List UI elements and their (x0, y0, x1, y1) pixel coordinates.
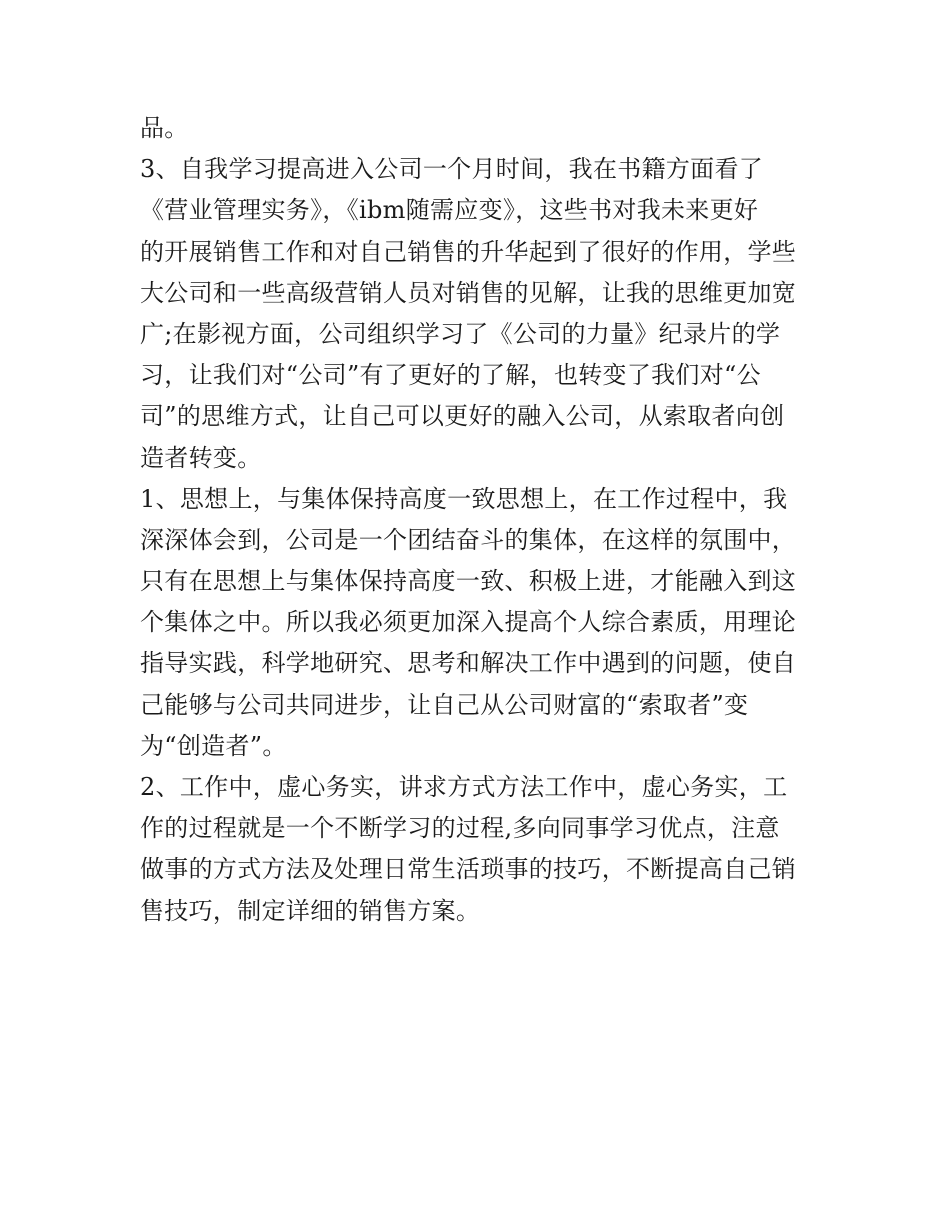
text-line: 为“创造者”。 (140, 731, 287, 760)
text-line: 己能够与公司共同进步，让自己从公司财富的“索取者”变 (140, 690, 749, 719)
text-line: 习，让我们对“公司”有了更好的了解，也转变了我们对“公 (140, 361, 761, 390)
text-line: 广;在影视方面，公司组织学习了《公司的力量》纪录片的学 (140, 319, 781, 348)
document-body (140, 108, 830, 932)
text-line: 深深体会到，公司是一个团结奋斗的集体，在这样的氛围中， (140, 525, 797, 554)
text-line: 1、思想上，与集体保持高度一致思想上，在工作过程中，我 (140, 484, 788, 513)
text-line: 司”的思维方式，让自己可以更好的融入公司，从索取者向创 (140, 402, 785, 431)
text-line: 大公司和一些高级营销人员对销售的见解，让我的思维更加宽 (140, 278, 797, 307)
text-line: 做事的方式方法及处理日常生活琐事的技巧，不断提高自己销 (140, 855, 797, 884)
text-line: 品。 (140, 114, 189, 142)
text-line: 作的过程就是一个不断学习的过程,多向同事学习优点，注意 (140, 814, 780, 843)
text-line: 造者转变。 (140, 443, 262, 472)
text-line: 2、工作中，虚心务实，讲求方式方法工作中，虚心务实，工 (140, 773, 788, 801)
text-line: 只有在思想上与集体保持高度一致、积极上进，才能融入到这 (140, 567, 797, 596)
text-line: 的开展销售工作和对自己销售的升华起到了很好的作用，学些 (140, 237, 797, 266)
text-line: 售技巧，制定详细的销售方案。 (140, 896, 481, 925)
text-line: 个集体之中。所以我必须更加深入提高个人综合素质，用理论 (140, 608, 797, 637)
text-line: 3、自我学习提高进入公司一个月时间，我在书籍方面看了 (140, 155, 764, 184)
text-line: 《营业管理实务》，《ibm随需应变》，这些书对我未来更好 (140, 196, 759, 225)
text-line: 指导实践，科学地研究、思考和解决工作中遇到的问题，使自 (140, 649, 797, 678)
